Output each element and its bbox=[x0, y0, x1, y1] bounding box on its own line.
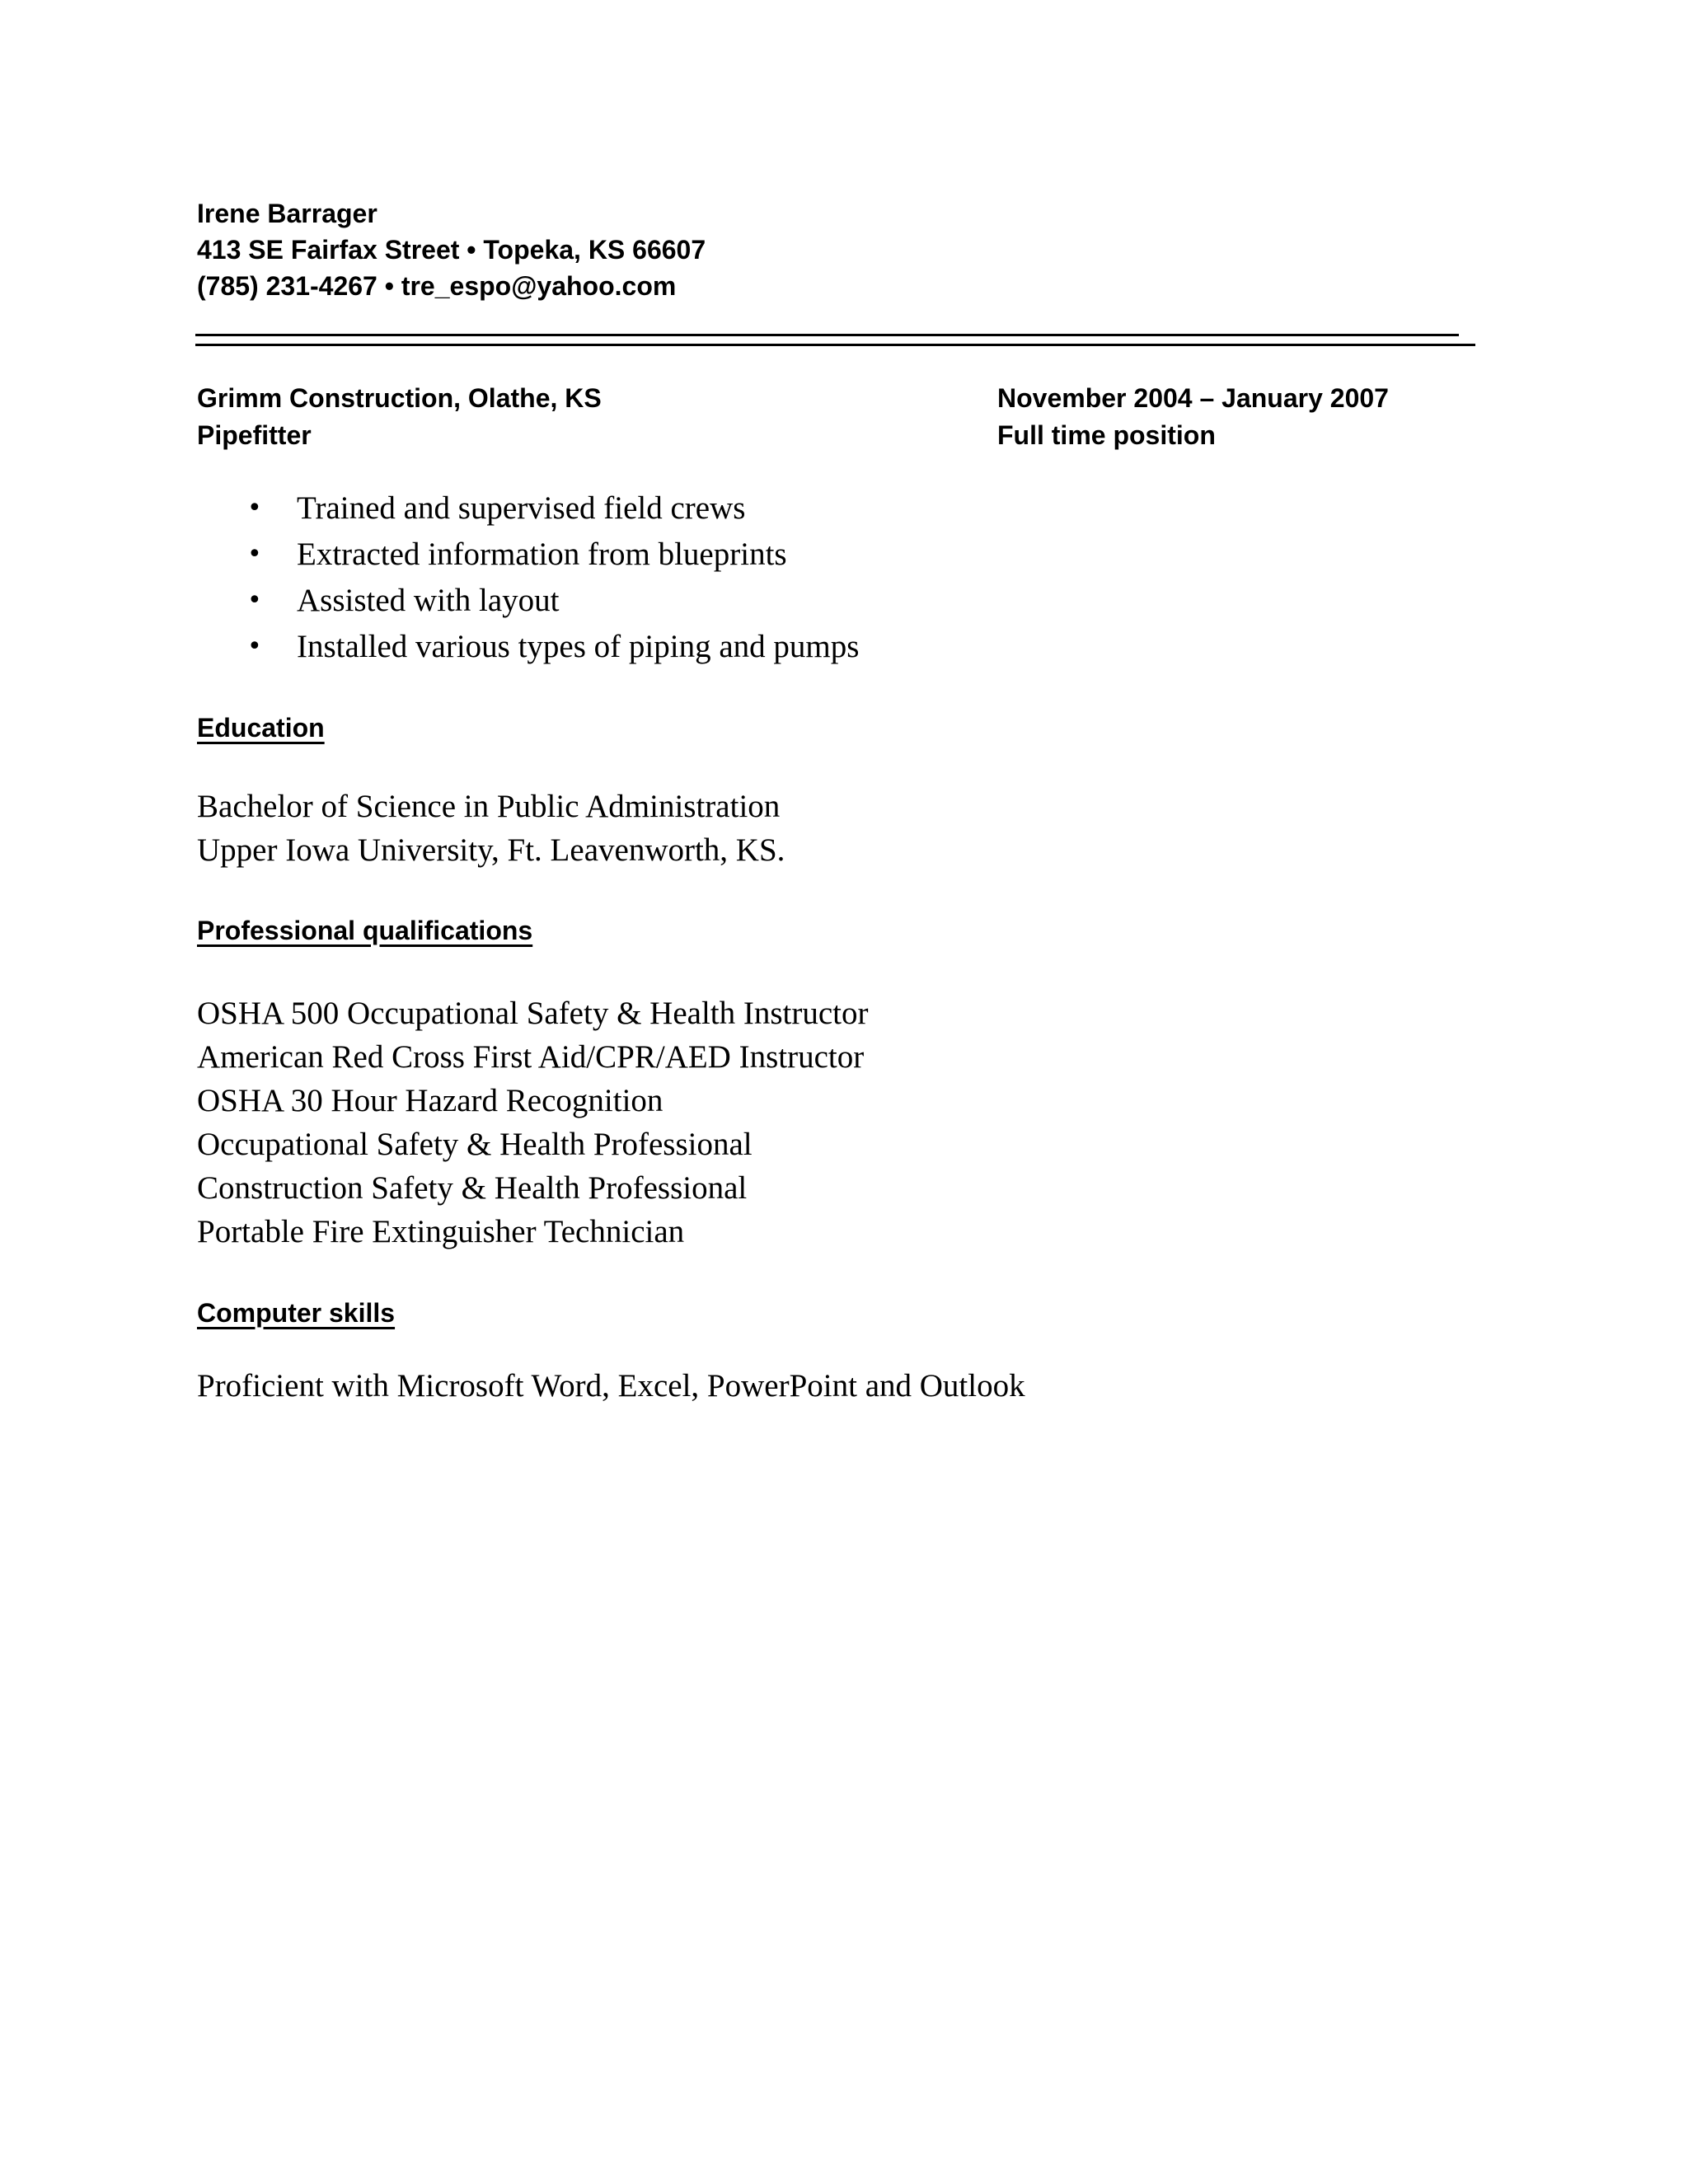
job-employer-block bbox=[197, 380, 602, 454]
computer-skills-text: Proficient with Microsoft Word, Excel, PowerPoint and Outlook bbox=[197, 1368, 1025, 1404]
qualifications-section bbox=[197, 991, 869, 1254]
header-divider-top bbox=[195, 334, 1459, 336]
computer-skills-section bbox=[197, 1364, 1025, 1408]
qualification-item: Occupational Safety & Health Professional bbox=[197, 1127, 753, 1162]
list-item bbox=[247, 578, 859, 624]
list-item bbox=[247, 532, 859, 578]
education-school: Upper Iowa University, Ft. Leavenworth, KS. bbox=[197, 832, 785, 868]
duty-text: Installed various types of piping and pumps bbox=[297, 629, 860, 664]
job-dates-block bbox=[997, 380, 1389, 454]
job-employer: Grimm Construction, Olathe, KS bbox=[197, 383, 602, 413]
job-type: Full time position bbox=[997, 420, 1216, 450]
education-heading: Education bbox=[197, 713, 325, 743]
bullet-icon: • bbox=[247, 494, 262, 523]
duty-text: Extracted information from blueprints bbox=[297, 537, 787, 572]
bullet-icon: • bbox=[247, 540, 262, 569]
duty-text: Trained and supervised field crews bbox=[297, 490, 746, 526]
qualification-item: Construction Safety & Health Professional bbox=[197, 1170, 748, 1206]
header-divider-bottom bbox=[195, 344, 1475, 346]
qualifications-heading: Professional qualifications bbox=[197, 916, 533, 945]
contact-header bbox=[197, 195, 706, 304]
education-degree: Bachelor of Science in Public Administration bbox=[197, 789, 781, 824]
qualification-item: OSHA 500 Occupational Safety & Health Instructor bbox=[197, 996, 869, 1031]
list-item bbox=[247, 624, 859, 670]
bullet-icon: • bbox=[247, 632, 262, 661]
job-title: Pipefitter bbox=[197, 420, 312, 450]
applicant-contact: (785) 231-4267 • tre_espo@yahoo.com bbox=[197, 271, 677, 301]
list-item bbox=[247, 485, 859, 532]
qualification-item: American Red Cross First Aid/CPR/AED Instructor bbox=[197, 1039, 865, 1075]
bullet-icon: • bbox=[247, 586, 262, 615]
education-section bbox=[197, 785, 785, 872]
qualification-item: OSHA 30 Hour Hazard Recognition bbox=[197, 1083, 663, 1118]
job-dates: November 2004 – January 2007 bbox=[997, 383, 1389, 413]
applicant-name: Irene Barrager bbox=[197, 199, 377, 228]
computer-skills-heading: Computer skills bbox=[197, 1298, 396, 1328]
job-duties-list bbox=[247, 485, 859, 670]
qualification-item: Portable Fire Extinguisher Technician bbox=[197, 1214, 685, 1249]
applicant-address: 413 SE Fairfax Street • Topeka, KS 66607 bbox=[197, 235, 706, 265]
duty-text: Assisted with layout bbox=[297, 583, 560, 618]
